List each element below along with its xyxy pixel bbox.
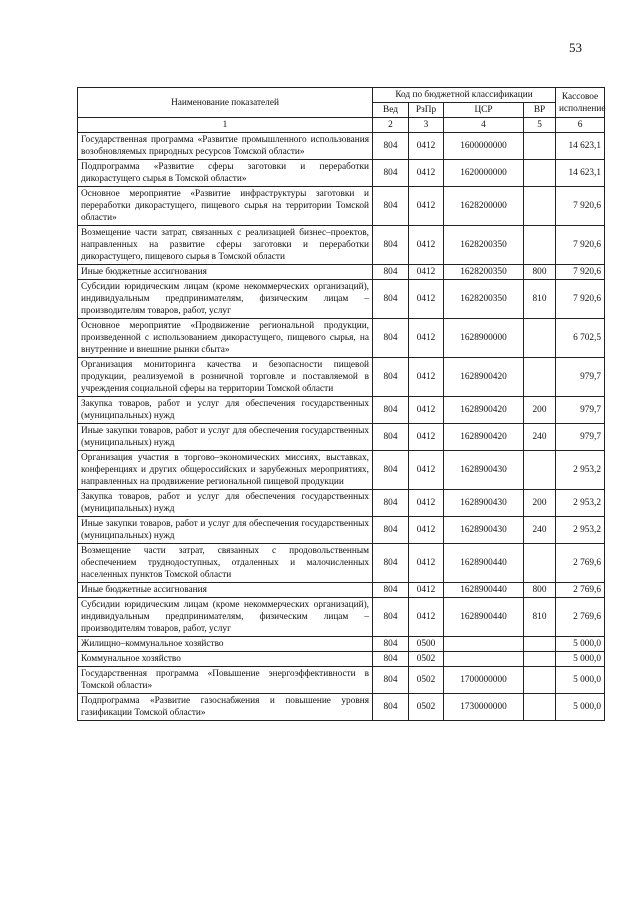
cell-ved: 804: [373, 265, 409, 280]
table-row: [78, 187, 605, 226]
cell-csr: 1600000000: [444, 133, 524, 160]
cell-vr: 240: [524, 517, 556, 544]
cell-ved: 804: [373, 583, 409, 598]
cell-rzpr: 0412: [409, 397, 444, 424]
cell-rzpr: 0412: [409, 583, 444, 598]
cell-ved: 804: [373, 451, 409, 490]
cell-name: Организация участия в торгово–экономических миссиях, выставках, конференциях и других общероссийских и зарубежных мероприятиях, направленных на продвижение региональной пищевой продукции: [78, 451, 373, 490]
header-vr: ВР: [524, 103, 556, 118]
cell-rzpr: 0412: [409, 424, 444, 451]
cell-vr: 810: [524, 280, 556, 319]
cell-rzpr: 0412: [409, 358, 444, 397]
cell-vr: 200: [524, 397, 556, 424]
cell-csr: 1700000000: [444, 667, 524, 694]
cell-ved: 804: [373, 397, 409, 424]
table-row: [78, 490, 605, 517]
cell-rzpr: 0412: [409, 490, 444, 517]
cell-name: Иные закупки товаров, работ и услуг для обеспечения государственных (муниципальных) нужд: [78, 517, 373, 544]
cell-vr: 800: [524, 265, 556, 280]
cell-csr: 1628900420: [444, 424, 524, 451]
cell-ved: 804: [373, 490, 409, 517]
cell-ved: 804: [373, 637, 409, 652]
cell-csr: 1628200350: [444, 226, 524, 265]
col-number: 1: [78, 118, 373, 133]
cell-vr: [524, 358, 556, 397]
cell-ved: 804: [373, 319, 409, 358]
cell-vr: [524, 451, 556, 490]
cell-name: Подпрограмма «Развитие газоснабжения и повышение уровня газификации Томской области»: [78, 694, 373, 721]
table-row: [78, 598, 605, 637]
cell-csr: 1628900430: [444, 490, 524, 517]
table-row: [78, 319, 605, 358]
cell-ved: 804: [373, 187, 409, 226]
cell-rzpr: 0412: [409, 598, 444, 637]
cell-amount: 2 953,2: [556, 451, 605, 490]
cell-name: Государственная программа «Развитие промышленного использования возобновляемых природных ресурсов Томской области»: [78, 133, 373, 160]
cell-rzpr: 0412: [409, 226, 444, 265]
cell-amount: 979,7: [556, 358, 605, 397]
header-cash: Кассовое исполнение: [556, 88, 605, 118]
cell-rzpr: 0412: [409, 544, 444, 583]
table-row: [78, 160, 605, 187]
cell-ved: 804: [373, 544, 409, 583]
table-row: [78, 280, 605, 319]
cell-amount: 7 920,6: [556, 226, 605, 265]
cell-rzpr: 0412: [409, 280, 444, 319]
cell-vr: 810: [524, 598, 556, 637]
cell-ved: 804: [373, 358, 409, 397]
col-number: 2: [373, 118, 409, 133]
cell-name: Субсидии юридическим лицам (кроме некоммерческих организаций), индивидуальным предпринимателям, физическим лицам – производителям товаров, работ, услуг: [78, 598, 373, 637]
cell-csr: 1628900420: [444, 397, 524, 424]
cell-ved: 804: [373, 280, 409, 319]
col-number: 5: [524, 118, 556, 133]
cell-amount: 5 000,0: [556, 667, 605, 694]
cell-vr: [524, 694, 556, 721]
header-ved: Вед: [373, 103, 409, 118]
cell-vr: [524, 319, 556, 358]
col-number: 4: [444, 118, 524, 133]
cell-csr: 1628900430: [444, 517, 524, 544]
cell-name: Основное мероприятие «Развитие инфраструктуры заготовки и переработки дикорастущего, пищевого сырья на территории Томской области»: [78, 187, 373, 226]
table-row: [78, 358, 605, 397]
page-number: 53: [569, 40, 582, 55]
table-row: [78, 637, 605, 652]
col-number: 6: [556, 118, 605, 133]
table-row: [78, 694, 605, 721]
cell-name: Закупка товаров, работ и услуг для обеспечения государственных (муниципальных) нужд: [78, 397, 373, 424]
cell-name: Организация мониторинга качества и безопасности пищевой продукции, реализуемой в розничной торговле и поставляемой в учреждения социальной сферы на территории Томской области: [78, 358, 373, 397]
cell-amount: 14 623,1: [556, 133, 605, 160]
cell-amount: 2 953,2: [556, 490, 605, 517]
cell-amount: 979,7: [556, 397, 605, 424]
cell-amount: 6 702,5: [556, 319, 605, 358]
cell-ved: 804: [373, 226, 409, 265]
cell-name: Субсидии юридическим лицам (кроме некоммерческих организаций), индивидуальным предпринимателям, физическим лицам – производителям товаров, работ, услуг: [78, 280, 373, 319]
cell-rzpr: 0502: [409, 652, 444, 667]
cell-vr: [524, 667, 556, 694]
cell-name: Жилищно–коммунальное хозяйство: [78, 637, 373, 652]
cell-vr: [524, 226, 556, 265]
table-row: [78, 544, 605, 583]
cell-vr: [524, 652, 556, 667]
col-number: 3: [409, 118, 444, 133]
header-name: Наименование показателей: [78, 88, 373, 118]
cell-vr: 240: [524, 424, 556, 451]
cell-csr: 1628200000: [444, 187, 524, 226]
cell-ved: 804: [373, 517, 409, 544]
cell-vr: [524, 160, 556, 187]
cell-rzpr: 0412: [409, 451, 444, 490]
cell-name: Возмещение части затрат, связанных с реализацией бизнес–проектов, направленных на развитие сферы заготовки и переработки дикорастущего, пищевого сырья в Томской области: [78, 226, 373, 265]
cell-rzpr: 0412: [409, 319, 444, 358]
table-row: [78, 397, 605, 424]
cell-csr: 1628200350: [444, 280, 524, 319]
cell-amount: 7 920,6: [556, 187, 605, 226]
table-row: [78, 265, 605, 280]
cell-vr: [524, 187, 556, 226]
cell-csr: [444, 652, 524, 667]
cell-csr: 1628900430: [444, 451, 524, 490]
table-row: [78, 424, 605, 451]
table-row: [78, 451, 605, 490]
header-csr: ЦСР: [444, 103, 524, 118]
cell-amount: 979,7: [556, 424, 605, 451]
cell-vr: [524, 133, 556, 160]
cell-rzpr: 0412: [409, 133, 444, 160]
cell-rzpr: 0502: [409, 667, 444, 694]
cell-amount: 2 769,6: [556, 544, 605, 583]
cell-ved: 804: [373, 133, 409, 160]
cell-name: Коммунальное хозяйство: [78, 652, 373, 667]
cell-csr: [444, 637, 524, 652]
cell-amount: 2 769,6: [556, 583, 605, 598]
cell-name: Подпрограмма «Развитие сферы заготовки и переработки дикорастущего сырья в Томской области»: [78, 160, 373, 187]
cell-amount: 5 000,0: [556, 637, 605, 652]
cell-name: Иные бюджетные ассигнования: [78, 265, 373, 280]
cell-amount: 5 000,0: [556, 652, 605, 667]
cell-ved: 804: [373, 652, 409, 667]
cell-name: Закупка товаров, работ и услуг для обеспечения государственных (муниципальных) нужд: [78, 490, 373, 517]
cell-ved: 804: [373, 424, 409, 451]
cell-name: Возмещение части затрат, связанных с продовольственным обеспечением труднодоступных, отдаленных и малочисленных населенных пунктов Томской области: [78, 544, 373, 583]
cell-csr: 1628900000: [444, 319, 524, 358]
cell-ved: 804: [373, 667, 409, 694]
table-row: [78, 583, 605, 598]
cell-amount: 7 920,6: [556, 265, 605, 280]
cell-vr: [524, 637, 556, 652]
cell-amount: 14 623,1: [556, 160, 605, 187]
cell-ved: 804: [373, 598, 409, 637]
cell-csr: 1730000000: [444, 694, 524, 721]
cell-name: Иные бюджетные ассигнования: [78, 583, 373, 598]
table-row: [78, 517, 605, 544]
cell-ved: 804: [373, 694, 409, 721]
table-row: [78, 652, 605, 667]
cell-name: Иные закупки товаров, работ и услуг для обеспечения государственных (муниципальных) нужд: [78, 424, 373, 451]
cell-amount: 7 920,6: [556, 280, 605, 319]
header-code-group: Код по бюджетной классификации: [373, 88, 556, 103]
cell-csr: 1628900420: [444, 358, 524, 397]
cell-amount: 2 769,6: [556, 598, 605, 637]
cell-amount: 5 000,0: [556, 694, 605, 721]
table-row: [78, 226, 605, 265]
column-numbers-row: [78, 118, 605, 133]
cell-csr: 1620000000: [444, 160, 524, 187]
cell-name: Основное мероприятие «Продвижение региональной продукции, произведенной с использованием дикорастущего, пищевого сырья, на внутренние и внешние рынки сбыта»: [78, 319, 373, 358]
cell-rzpr: 0412: [409, 517, 444, 544]
cell-vr: 200: [524, 490, 556, 517]
cell-csr: 1628200350: [444, 265, 524, 280]
cell-csr: 1628900440: [444, 583, 524, 598]
table-row: [78, 133, 605, 160]
cell-ved: 804: [373, 160, 409, 187]
cell-name: Государственная программа «Повышение энергоэффективности в Томской области»: [78, 667, 373, 694]
cell-rzpr: 0412: [409, 187, 444, 226]
cell-vr: [524, 544, 556, 583]
cell-vr: 800: [524, 583, 556, 598]
table-row: [78, 667, 605, 694]
cell-csr: 1628900440: [444, 544, 524, 583]
cell-rzpr: 0502: [409, 694, 444, 721]
cell-rzpr: 0500: [409, 637, 444, 652]
budget-table: [77, 87, 605, 721]
cell-rzpr: 0412: [409, 160, 444, 187]
cell-amount: 2 953,2: [556, 517, 605, 544]
header-rzpr: РзПр: [409, 103, 444, 118]
cell-rzpr: 0412: [409, 265, 444, 280]
cell-csr: 1628900440: [444, 598, 524, 637]
